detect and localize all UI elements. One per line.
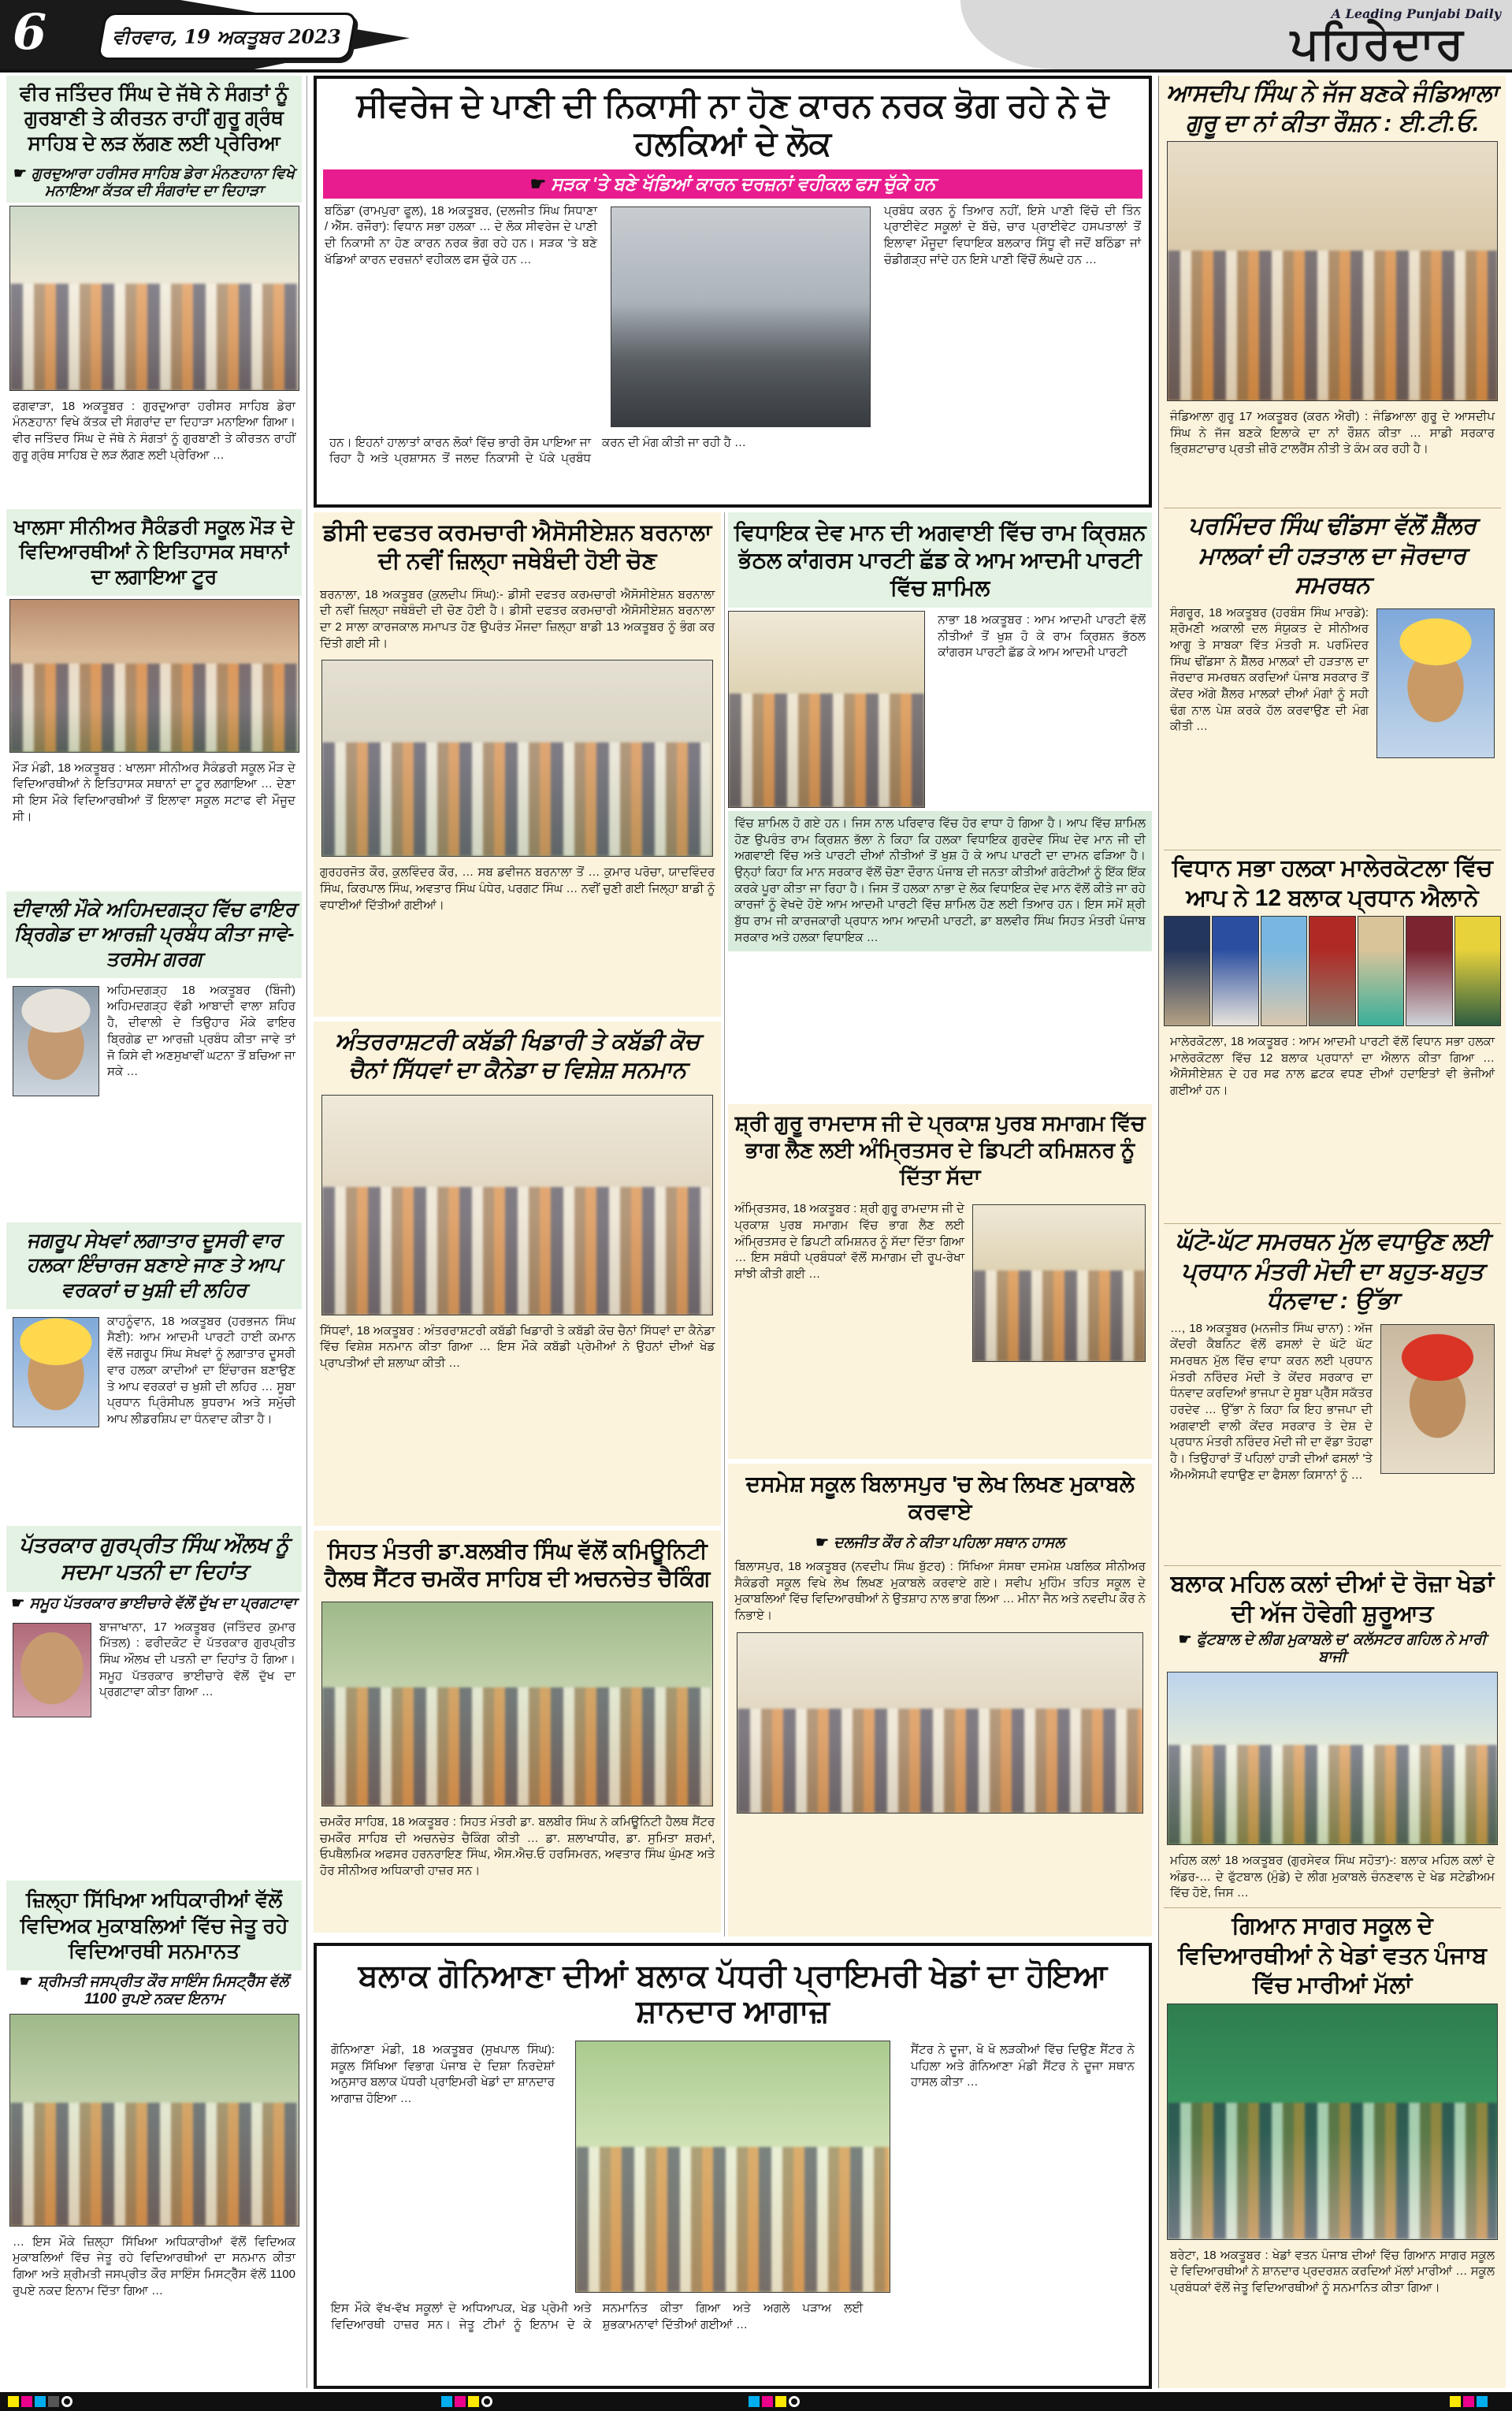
sekhwan-portrait xyxy=(13,1317,99,1427)
judge-felicitation-photo xyxy=(1167,141,1498,401)
pointing-hand-icon: ☛ xyxy=(13,165,28,182)
article-body-wrap xyxy=(1164,1316,1501,1489)
president-portrait xyxy=(1454,916,1501,1026)
yellow-mark xyxy=(8,2396,19,2407)
article-body: ਜੰਡਿਆਲਾ ਗੁਰੂ 17 ਅਕਤੂਬਰ (ਕਰਨ ਐਰੀ) : ਜੰਡਿਆਲਾ ਗੁਰੂ ਦੇ ਆਸਦੀਪ ਸਿੰਘ ਨੇ ਜੱਜ ਬਣਕੇ ਇਲਾਕੇ ਦਾ ਨਾਂ ਰੌਸ਼ਨ ਕੀਤਾ … ਸਾਡੀ ਸਰਕਾਰ ਭ੍ਰਿਸ਼ਟਾਚਾਰ ਪ੍ਰਤੀ ਜ਼ੀਰੋ ਟਾਲਰੈਂਸ ਨੀਤੀ ਤੇ ਕੰਮ ਕਰ ਰਹੀ ਹੈ। xyxy=(1170,410,1495,456)
article-essay-contest xyxy=(728,1464,1152,1937)
article-headline: ਗਿਆਨ ਸਾਗਰ ਸਕੂਲ ਦੇ ਵਿਦਿਆਰਥੀਆਂ ਨੇ ਖੇਡਾਂ ਵਤਨ ਪੰਜਾਬ ਵਿੱਚ ਮਾਰੀਆਂ ਮੱਲਾਂ xyxy=(1177,1913,1488,1998)
kabaddi-honor-photo xyxy=(321,1095,713,1315)
article-body: ਅਹਿਮਦਗੜ੍ਹ 18 ਅਕਤੂਬਰ (ਬਿੰਜੀ) ਅਹਿਮਦਗੜ੍ਹ ਵੱਡੀ ਆਬਾਦੀ ਵਾਲਾ ਸ਼ਹਿਰ ਹੈ, ਦੀਵਾਲੀ ਦੇ ਤਿਉਹਾਰ ਮੌਕੇ ਫਾਇਰ ਬ੍ਰਿਗੇਡ ਦਾ ਆਰਜ਼ੀ ਪ੍ਰਬੰਧ ਕੀਤਾ ਜਾਵੇ ਤਾਂ ਜੋ ਕਿਸੇ ਵੀ ਅਣਸੁਖਾਵੀਂ ਘਟਨਾ ਤੋਂ ਬਚਿਆ ਜਾ ਸਕੇ … xyxy=(107,983,295,1079)
middle-region xyxy=(314,76,1152,2388)
black-mark xyxy=(48,2396,59,2407)
header-rule xyxy=(0,69,1512,73)
article-headline: ਵਿਧਾਨ ਸਭਾ ਹਲਕਾ ਮਾਲੇਰਕੋਟਲਾ ਵਿੱਚ ਆਪ ਨੇ 12 ਬਲਾਕ ਪ੍ਰਧਾਨ ਐਲਾਨੇ xyxy=(1172,855,1493,911)
middle-left-subcolumn xyxy=(314,512,724,1937)
article-school-tour xyxy=(6,509,302,891)
cyan-mark xyxy=(35,2396,46,2407)
article-body-left: ਗੋਨਿਆਣਾ ਮੰਡੀ, 18 ਅਕਤੂਬਰ (ਸੁਖਪਾਲ ਸਿੰਘ): ਸਕੂਲ ਸਿੱਖਿਆ ਵਿਭਾਗ ਪੰਜਾਬ ਦੇ ਦਿਸ਼ਾ ਨਿਰਦੇਸ਼ਾਂ ਅਨੁਸਾਰ ਬਲਾਕ ਪੱਧਰੀ ਪ੍ਰਾਇਮਰੀ ਖੇਡਾਂ ਦਾ ਸ਼ਾਨਦਾਰ ਆਗਾਜ਼ ਹੋਇਆ … xyxy=(331,2043,555,2106)
gurdwara-group-photo xyxy=(9,206,299,391)
article-students-honored xyxy=(6,1881,302,2377)
press-color-bar xyxy=(0,2392,1512,2411)
article-body-right: ਸੈਂਟਰ ਨੇ ਦੂਜਾ, ਖੋ ਖੋ ਲੜਕੀਆਂ ਵਿੱਚ ਦਿਉਣ ਸੈਂਟਰ ਨੇ ਪਹਿਲਾ ਅਤੇ ਗੋਨਿਆਣਾ ਮੰਡੀ ਸੈਂਟਰ ਨੇ ਦੂਜਾ ਸਥਾਨ ਹਾਸਲ ਕੀਤਾ … xyxy=(911,2043,1135,2089)
article-fire-brigade xyxy=(6,891,302,1222)
page-header xyxy=(0,0,1512,69)
article-judge-eto xyxy=(1164,79,1501,508)
article-journalist-loss xyxy=(6,1526,302,1881)
article-body: ਚਮਕੌਰ ਸਾਹਿਬ, 18 ਅਕਤੂਬਰ : ਸਿਹਤ ਮੰਤਰੀ ਡਾ. ਬਲਬੀਰ ਸਿੰਘ ਨੇ ਕਮਿਊਨਿਟੀ ਹੈਲਥ ਸੈਂਟਰ ਚਮਕੌਰ ਸਾਹਿਬ ਦੀ ਅਚਨਚੇਤ ਚੈਕਿੰਗ ਕੀਤੀ … ਡਾ. ਸ਼ਲਾਖਾਧੀਰ, ਡਾ. ਸੁਮਿਤਾ ਸ਼ਰਮਾਂ, ਓਪਥੈਲਮਿਕ ਅਫਸਰ ਹਰਨਰਾਇਣ ਸਿੰਘ, ਐਸ.ਐਚ.ਓ ਹਰਸਿਮਰਨ, ਅਵਤਾਰ ਸਿੰਘ ਘੁੰਮਣ ਅਤੇ ਹੋਰ ਸੀਨੀਅਰ ਅਧਿਕਾਰੀ ਹਾਜ਼ਰ ਸਨ। xyxy=(320,1815,715,1878)
article-body: ਅੰਮ੍ਰਿਤਸਰ, 18 ਅਕਤੂਬਰ : ਸ਼੍ਰੀ ਗੁਰੂ ਰਾਮਦਾਸ ਜੀ ਦੇ ਪ੍ਰਕਾਸ਼ ਪੁਰਬ ਸਮਾਗਮ ਵਿੱਚ ਭਾਗ ਲੈਣ ਲਈ ਅੰਮ੍ਰਿਤਸਰ ਦੇ ਡਿਪਟੀ ਕਮਿਸ਼ਨਰ ਨੂੰ ਸੱਦਾ ਦਿੱਤਾ ਗਿਆ … ਇਸ ਸਬੰਧੀ ਪ੍ਰਬੰਧਕਾਂ ਵੱਲੋਂ ਸਮਾਗਮ ਦੀ ਰੂਪ-ਰੇਖਾ ਸਾਂਝੀ ਕੀਤੀ ਗਈ … xyxy=(734,1202,964,1281)
pointing-hand-icon: ☛ xyxy=(815,1535,830,1551)
magenta-mark xyxy=(762,2396,773,2407)
president-portrait xyxy=(1358,916,1404,1026)
lead-body-left: ਬਠਿੰਡਾ (ਰਾਮਪੁਰਾ ਫੂਲ), 18 ਅਕਤੂਬਰ, (ਦਲਜੀਤ ਸਿੰਘ ਸਿਧਾਣਾ / ਐੱਸ. ਰਜੌਰਾ): ਵਿਧਾਨ ਸਭਾ ਹਲਕਾ … ਦੇ ਲੋਕ ਸੀਵਰੇਜ ਦੇ ਪਾਣੀ ਦੀ ਨਿਕਾਸੀ ਨਾ ਹੋਣ ਕਾਰਨ ਨਰਕ ਭੋਗ ਰਹੇ ਹਨ। ਸੜਕ 'ਤੇ ਬਣੇ ਖੱਡਿਆਂ ਕਾਰਨ ਦਰਜ਼ਨਾਂ ਵਹੀਕਲ ਫਸ ਚੁੱਕੇ ਹਨ … xyxy=(325,203,597,266)
article-subhead xyxy=(728,1531,1152,1554)
dhindsa-portrait xyxy=(1376,608,1495,758)
article-parkash-purab-invite xyxy=(728,1104,1152,1459)
article-health-minister-check xyxy=(314,1531,721,1933)
article-body: ਵਿੱਚ ਸ਼ਾਮਿਲ ਹੋ ਗਏ ਹਨ। ਜਿਸ ਨਾਲ ਪਰਿਵਾਰ ਵਿੱਚ ਹੋਰ ਵਾਧਾ ਹੋ ਗਿਆ ਹੈ। ਆਪ ਵਿੱਚ ਸ਼ਾਮਿਲ ਹੋਣ ਉਪਰੰਤ ਰਾਮ ਕ੍ਰਿਸ਼ਨ ਭੱਲਾ ਨੇ ਕਿਹਾ ਕਿ ਹਲਕਾ ਵਿਧਾਇਕ ਗੁਰਦੇਵ ਸਿੰਘ ਦੇਵ ਮਾਨ ਜੀ ਦੀ ਅਗਵਾਈ ਵਿੱਚ ਅਤੇ ਪਾਰਟੀ ਦੀਆਂ ਨੀਤੀਆਂ ਤੋਂ ਖੁਸ਼ ਹੋ ਕੇ ਆਪ ਪਾਰਟੀ ਦਾ ਦਾਮਨ ਫੜਿਆ ਹੈ। ਉਨ੍ਹਾਂ ਕਿਹਾ ਕਿ ਮਾਨ ਸਰਕਾਰ ਵੱਲੋਂ ਚੋਣਾ ਦੌਰਾਨ ਪੰਜਾਬ ਦੀ ਜਨਤਾ ਕੀਤੀਆਂ ਗਰੰਟੀਆਂ ਨੂੰ ਇੱਕ ਇੱਕ ਕਰਕੇ ਪੂਰਾ ਕੀਤਾ ਜਾ ਰਿਹਾ ਹੈ। ਜਿਸ ਤੋਂ ਹਲਕਾ ਨਾਭਾ ਦੇ ਲੋਕ ਵਿਧਾਇਕ ਦੇਵ ਮਾਨ ਵੱਲੋਂ ਕੀਤੇ ਜਾ ਰਹੇ ਕਾਰਜਾਂ ਨੂੰ ਵੇਖਦੇ ਹੋਏ ਆਮ ਆਦਮੀ ਪਾਰਟੀ ਵਿੱਚ ਸ਼ਾਮਿਲ ਹੋਣ ਲਈ ਤਿਆਰ ਹਨ। ਇਸ ਸਮੇਂ ਸ਼੍ਰੀ ਬੁੱਧ ਰਾਮ ਜੀ ਕਾਰਜਕਾਰੀ ਪ੍ਰਧਾਨ ਆਮ ਆਦਮੀ ਪਾਰਟੀ, ਡਾ ਬਲਵੀਰ ਸਿੰਘ ਸਿਹਤ ਮੰਤਰੀ ਪੰਜਾਬ ਸਰਕਾਰ ਅਤੇ ਹਲਕਾ ਵਿਧਾਇਕ … xyxy=(728,811,1152,951)
article-body-2: ਗੁਰਹਰਜੋਤ ਕੌਰ, ਕੁਲਵਿੰਦਰ ਕੌਰ, … ਸਬ ਡਵੀਜਨ ਬਰਨਾਲਾ ਤੋਂ … ਕੁਮਾਰ ਪਰੋਚਾ, ਯਾਦਵਿੰਦਰ ਸਿੰਘ, ਕਿਰਪਾਲ ਸਿੰਘ, ਅਵਤਾਰ ਸਿੰਘ ਪੰਧੇਰ, ਪਰਗਟ ਸਿੰਘ … ਨਵੀਂ ਚੁਣੀ ਗਈ ਜਿਲ੍ਹਾ ਬਾਡੀ ਨੂੰ ਵਧਾਈਆਂ ਦਿੱਤੀਆਂ ਗਈਆਂ। xyxy=(320,865,715,912)
article-jatha-kirtan xyxy=(6,76,302,509)
subhead-text: ਸਮੂਹ ਪੱਤਰਕਾਰ ਭਾਈਚਾਰੇ ਵੱਲੋਂ ਦੁੱਖ ਦਾ ਪ੍ਰਗਟਾਵਾ xyxy=(29,1594,297,1612)
article-dhindsa-support xyxy=(1164,512,1501,850)
article-12-block-presidents xyxy=(1164,854,1501,1224)
joining-photo xyxy=(728,611,925,808)
minister-visit-photo xyxy=(321,1602,713,1806)
article-body-wrap xyxy=(1164,601,1501,741)
registration-circle xyxy=(789,2396,800,2407)
article-body-wrap xyxy=(6,1615,302,1706)
subhead-text: ਸ਼੍ਰੀਮਤੀ ਜਸਪ੍ਰੀਤ ਕੌਰ ਸਾਇੰਸ ਮਿਸਟ੍ਰੈੱਸ ਵੱਲੋਂ 1100 ਰੁਪਏ ਨਕਦ ਇਨਾਮ xyxy=(37,1973,289,2007)
cyan-mark xyxy=(749,2396,760,2407)
article-dc-association xyxy=(314,512,721,1017)
lead-content-row xyxy=(323,203,1142,430)
subhead-text: ਸੜਕ 'ਤੇ ਬਣੇ ਖੱਡਿਆਂ ਕਾਰਨ ਦਰਜ਼ਨਾਂ ਵਹੀਕਲ ਫਸ ਚੁੱਕੇ ਹਨ xyxy=(551,173,936,194)
tarsem-garg-portrait xyxy=(13,986,99,1096)
tagline: A Leading Punjabi Daily xyxy=(1331,6,1501,21)
article-headline: ਪਰਮਿੰਦਰ ਸਿੰਘ ਢੀਂਡਸਾ ਵੱਲੋਂ ਸ਼ੈੱਲਰ ਮਾਲਕਾਂ ਦੀ ਹੜਤਾਲ ਦਾ ਜੋਰਦਾਰ ਸਮਰਥਨ xyxy=(1188,513,1477,598)
registration-marks xyxy=(441,2396,492,2407)
president-portrait xyxy=(1261,916,1307,1026)
football-team-photo xyxy=(1167,1672,1498,1845)
date-banner xyxy=(97,13,358,60)
students-tour-photo xyxy=(9,599,299,753)
registration-marks xyxy=(749,2396,800,2407)
article-body: …, 18 ਅਕਤੂਬਰ (ਮਨਜੀਤ ਸਿੰਘ ਚਾਨਾ) : ਅੱਜ ਕੇਂਦਰੀ ਕੈਬਨਿਟ ਵੱਲੋਂ ਫਸਲਾਂ ਦੇ ਘੱਟੋ ਘੱਟ ਸਮਰਥਨ ਮੁੱਲ ਵਿੱਚ ਵਾਧਾ ਕਰਨ ਲਈ ਪ੍ਰਧਾਨ ਮੰਤਰੀ ਨਰਿੰਦਰ ਮੋਦੀ ਤੇ ਕੇਂਦਰ ਸਰਕਾਰ ਦਾ ਧੰਨਵਾਦ ਕਰਦਿਆਂ ਭਾਜਪਾ ਦੇ ਸੂਬਾ ਪ੍ਰੈੱਸ ਸਕੱਤਰ ਹਰਦੇਵ … ਉੱਭਾ ਨੇ ਕਿਹਾ ਕਿ ਇਹ ਭਾਜਪਾ ਦੀ ਅਗਵਾਈ ਵਾਲੀ ਕੇਂਦਰ ਸਰਕਾਰ ਤੇ ਦੇਸ਼ ਦੇ ਪ੍ਰਧਾਨ ਮੰਤਰੀ ਨਰਿੰਦਰ ਮੋਦੀ ਜੀ ਦਾ ਵੱਡਾ ਤੋਹਫਾ ਹੈ। ਤਿਉਹਾਰਾਂ ਤੋਂ ਪਹਿਲਾਂ ਹਾੜੀ ਦੀਆਂ ਫਸਲਾਂ 'ਤੇ ਐਮਐਸਪੀ ਵਧਾਉਣ ਦਾ ਫੈਸਲਾ ਕਿਸਾਨਾਂ ਨੂੰ … xyxy=(1170,1321,1373,1482)
pointing-hand-icon: ☛ xyxy=(529,173,547,194)
lead-body-bottom: ਹਨ। ਇਹਨਾਂ ਹਾਲਾਤਾਂ ਕਾਰਨ ਲੋਕਾਂ ਵਿੱਚ ਭਾਰੀ ਰੋਸ ਪਾਇਆ ਜਾ ਰਿਹਾ ਹੈ ਅਤੇ ਪ੍ਰਸ਼ਾਸਨ ਤੋਂ ਜਲਦ ਨਿਕਾਸੀ ਦੇ ਪੱਕੇ ਪ੍ਰਬੰਧ ਕਰਨ ਦੀ ਮੰਗ ਕੀਤੀ ਜਾ ਰਹੀ ਹੈ … xyxy=(329,435,747,466)
article-headline: ਵਿਧਾਇਕ ਦੇਵ ਮਾਨ ਦੀ ਅਗਵਾਈ ਵਿੱਚ ਰਾਮ ਕ੍ਰਿਸ਼ਨ ਭੱਠਲ ਕਾਂਗਰਸ ਪਾਰਟੀ ਛੱਡ ਕੇ ਆਮ ਆਦਮੀ ਪਾਰਟੀ ਵਿੱਚ ਸ਼ਾਮਿਲ xyxy=(728,512,1152,608)
pointing-hand-icon: ☛ xyxy=(11,1594,25,1612)
article-body: ਫਗਵਾੜਾ, 18 ਅਕਤੂਬਰ : ਗੁਰਦੁਆਰਾ ਹਰੀਸਰ ਸਾਹਿਬ ਡੇਰਾ ਮੰਨਣਹਾਨਾ ਵਿਖੇ ਕੱਤਕ ਦੀ ਸੰਗਰਾਂਦ ਦਾ ਦਿਹਾੜਾ ਮਨਾਇਆ ਗਿਆ। ਵੀਰ ਜਤਿੰਦਰ ਸਿੰਘ ਦੇ ਜੱਥੇ ਨੇ ਸੰਗਤਾਂ ਨੂੰ ਗੁਰਬਾਣੀ ਤੇ ਕੀਰਤਨ ਰਾਹੀਂ ਗੁਰੂ ਗ੍ਰੰਥ ਸਾਹਿਬ ਦੇ ਲੜ ਲੱਗਣ ਲਈ ਪ੍ਰੇਰਿਆ … xyxy=(13,399,295,462)
president-portrait xyxy=(1164,916,1210,1026)
lead-body-right: ਪ੍ਰਬੰਧ ਕਰਨ ਨੂੰ ਤਿਆਰ ਨਹੀਂ, ਇਸੇ ਪਾਣੀ ਵਿੱਚੋ ਦੀ ਤਿੰਨ ਪ੍ਰਾਈਵੇਟ ਸਕੂਲਾਂ ਦੇ ਬੱਚੇ, ਚਾਰ ਪ੍ਰਾਈਵੇਟ ਹਸਪਤਾਲਾਂ ਤੋਂ ਇਲਾਵਾ ਮੌਜੂਦਾ ਵਿਧਾਇਕ ਬਲਕਾਰ ਸਿੱਧੂ ਵੀ ਜਦੋਂ ਬਠਿੰਡਾ ਜਾਂ ਚੰਡੀਗੜ੍ਹ ਜਾਂਦੇ ਹਨ ਇਸੇ ਪਾਣੀ ਵਿੱਚੋਂ ਲੰਘਦੇ ਹਨ … xyxy=(884,203,1141,266)
pointing-hand-icon: ☛ xyxy=(19,1973,33,1990)
article-gian-sagar-school xyxy=(1164,1911,1501,2368)
wife-portrait xyxy=(13,1623,91,1717)
article-body: ਬਿਲਾਸਪੁਰ, 18 ਅਕਤੂਬਰ (ਨਵਦੀਪ ਸਿੰਘ ਬੁੱਟਰ) : ਸਿੱਖਿਆ ਸੰਸਥਾ ਦਸਮੇਸ਼ ਪਬਲਿਕ ਸੀਨੀਅਰ ਸੈਕੰਡਰੀ ਸਕੂਲ ਵਿਖੇ ਲੇਖ ਲਿਖਣ ਮੁਕਾਬਲੇ ਕਰਵਾਏ ਗਏ। ਸਵੀਪ ਮੁਹਿੰਮ ਤਹਿਤ ਸਕੂਲ ਦੇ ਮੁਕਾਬਲਿਆਂ ਵਿੱਚ ਵਿਦਿਆਰਥੀਆਂ ਨੇ ਉਤਸ਼ਾਹ ਨਾਲ ਭਾਗ ਲਿਆ … ਮੀਨਾ ਜੈਨ ਅਤੇ ਨਵਦੀਪ ਕੌਰ ਨੇ ਨਿਭਾਏ। xyxy=(734,1560,1146,1623)
article-headline: ਦੀਵਾਲੀ ਮੌਕੇ ਅਹਿਮਦਗੜ੍ਹ ਵਿੱਚ ਫਾਇਰ ਬ੍ਰਿਗੇਡ ਦਾ ਆਰਜ਼ੀ ਪ੍ਰਬੰਧ ਕੀਤਾ ਜਾਵੇ-ਤਰਸੇਮ ਗਰਗ xyxy=(6,891,302,978)
article-headline: ਘੱਟੋ-ਘੱਟ ਸਮਰਥਨ ਮੁੱਲ ਵਧਾਉਣ ਲਈ ਪ੍ਰਧਾਨ ਮੰਤਰੀ ਮੋਦੀ ਦਾ ਬਹੁਤ-ਬਹੁਤ ਧੰਨਵਾਦ : ਉੱਭਾ xyxy=(1175,1229,1490,1314)
article-mahil-kalan-games xyxy=(1164,1569,1501,1908)
article-msp-thanks xyxy=(1164,1227,1501,1566)
president-portrait xyxy=(1406,916,1452,1026)
registration-circle xyxy=(481,2396,492,2407)
presidents-photo-strip xyxy=(1164,916,1501,1026)
article-body-bottom: ਇਸ ਮੌਕੇ ਵੱਖ-ਵੱਖ ਸਕੂਲਾਂ ਦੇ ਅਧਿਆਪਕ, ਖੇਡ ਪ੍ਰੇਮੀ ਅਤੇ ਵਿਦਿਆਰਥੀ ਹਾਜ਼ਰ ਸਨ। ਜੇਤੂ ਟੀਮਾਂ ਨੂੰ ਇਨਾਮ ਦੇ ਕੇ ਸਨਮਾਨਿਤ ਕੀਤਾ ਗਿਆ ਅਤੇ ਅਗਲੇ ਪੜਾਅ ਲਈ ਸ਼ੁਭਕਾਮਨਾਵਾਂ ਦਿੱਤੀਆਂ ਗਈਆਂ … xyxy=(331,2301,864,2331)
pointing-hand-icon: ☛ xyxy=(1178,1632,1192,1648)
invitation-photo xyxy=(972,1204,1146,1362)
article-body: ਮਾਲੇਰਕੋਟਲਾ, 18 ਅਕਤੂਬਰ : ਆਮ ਆਦਮੀ ਪਾਰਟੀ ਵੱਲੋਂ ਵਿਧਾਨ ਸਭਾ ਹਲਕਾ ਮਾਲੇਰਕੋਟਲਾ ਵਿੱਚ 12 ਬਲਾਕ ਪ੍ਰਧਾਨਾਂ ਦਾ ਐਲਾਨ ਕੀਤਾ ਗਿਆ … ਐਸੋਸੀਏਸ਼ਨ ਦੇ ਹਰ ਸਫ ਨਾਲ ਛਟਕ ਵਧਣ ਦੀਆਂ ਹਦਾਇਤਾਂ ਵੀ ਭੇਜੀਆਂ ਗਈਆਂ ਹਨ। xyxy=(1170,1035,1495,1098)
yellow-mark xyxy=(468,2396,479,2407)
president-portrait xyxy=(1309,916,1355,1026)
article-body: ਕਾਹਨੂੰਵਾਨ, 18 ਅਕਤੂਬਰ (ਹਰਭਜਨ ਸਿੰਘ ਸੈਣੀ): ਆਮ ਆਦਮੀ ਪਾਰਟੀ ਹਾਈ ਕਮਾਨ ਵੱਲੋਂ ਜਗਰੂਪ ਸਿੰਘ ਸੇਖਵਾਂ ਨੂੰ ਲਗਾਤਾਰ ਦੂਸਰੀ ਵਾਰ ਹਲਕਾ ਕਾਦੀਆਂ ਦਾ ਇੰਚਾਰਜ ਬਣਾਉਣ ਤੇ ਆਪ ਵਰਕਰਾਂ ਚ ਖੁਸ਼ੀ ਦੀ ਲਹਿਰ … ਸੂਬਾ ਪ੍ਰਧਾਨ ਪ੍ਰਿੰਸੀਪਲ ਬੁਧਰਾਮ ਅਤੇ ਸਮੁੱਚੀ ਆਪ ਲੀਡਰਸ਼ਿਪ ਦਾ ਧੰਨਵਾਦ ਕੀਤਾ ਹੈ। xyxy=(107,1314,295,1426)
article-body: ਸੰਗਰੂਰ, 18 ਅਕਤੂਬਰ (ਹਰਬੰਸ ਸਿੰਘ ਮਾਰਡੇ): ਸ਼੍ਰੋਮਣੀ ਅਕਾਲੀ ਦਲ ਸੰਯੁਕਤ ਦੇ ਸੀਨੀਅਰ ਆਗੂ ਤੇ ਸਾਬਕਾ ਵਿੱਤ ਮੰਤਰੀ ਸ. ਪਰਮਿੰਦਰ ਸਿੰਘ ਢੀਂਡਸਾ ਨੇ ਸ਼ੈੱਲਰ ਮਾਲਕਾਂ ਦੀ ਹੜਤਾਲ ਦਾ ਜੋਰਦਾਰ ਸਮਰਥਨ ਕਰਦਿਆਂ ਪੰਜਾਬ ਸਰਕਾਰ ਤੋਂ ਕੇਂਦਰ ਅੱਗੇ ਸ਼ੈੱਲਰ ਮਾਲਕਾਂ ਦੀਆਂ ਮੰਗਾਂ ਨੂੰ ਸਹੀ ਢੰਗ ਨਾਲ ਪੇਸ਼ ਕਰਕੇ ਹੱਲ ਕਰਵਾਉਣ ਦੀ ਮੰਗ ਕੀਤੀ … xyxy=(1170,605,1369,734)
association-meeting-photo xyxy=(321,660,713,857)
yellow-mark xyxy=(1450,2396,1461,2407)
subhead-text: ਗੁਰਦੁਆਰਾ ਹਰੀਸਰ ਸਾਹਿਬ ਡੇਰਾ ਮੰਨਣਹਾਨਾ ਵਿਖੇ ਮਨਾਇਆ ਕੱਤਕ ਦੀ ਸੰਗਰਾਂਦ ਦਾ ਦਿਹਾੜਾ xyxy=(32,165,295,199)
article-headline: ਖਾਲਸਾ ਸੀਨੀਅਰ ਸੈਕੰਡਰੀ ਸਕੂਲ ਮੌੜ ਦੇ ਵਿਦਿਆਰਥੀਆਂ ਨੇ ਇਤਿਹਾਸਕ ਸਥਾਨਾਂ ਦਾ ਲਗਾਇਆ ਟੂਰ xyxy=(6,509,302,596)
award-ceremony-photo xyxy=(9,2014,299,2227)
article-subhead xyxy=(1164,1628,1501,1669)
flooded-road-truck-photo xyxy=(611,206,871,427)
page-number: 6 xyxy=(13,3,47,61)
article-dev-maan-joining xyxy=(728,512,1152,1099)
article-headline: ਸ਼੍ਰੀ ਗੁਰੂ ਰਾਮਦਾਸ ਜੀ ਦੇ ਪ੍ਰਕਾਸ਼ ਪੁਰਬ ਸਮਾਗਮ ਵਿੱਚ ਭਾਗ ਲੈਣ ਲਈ ਅੰਮ੍ਰਿਤਸਰ ਦੇ ਡਿਪਟੀ ਕਮਿਸ਼ਨਰ ਨੂੰ ਦਿੱਤਾ ਸੱਦਾ xyxy=(728,1104,1152,1196)
article-body: ਬਰਨਾਲਾ, 18 ਅਕਤੂਬਰ (ਕੁਲਦੀਪ ਸਿੰਘ):- ਡੀਸੀ ਦਫਤਰ ਕਰਮਚਾਰੀ ਐਸੋਸੀਏਸ਼ਨ ਬਰਨਾਲਾ ਦੀ ਨਵੀਂ ਜ਼ਿਲ੍ਹਾ ਜਥੇਬੰਦੀ ਦੀ ਚੋਣ ਹੋਈ ਹੈ। ਡੀਸੀ ਦਫਤਰ ਕਰਮਚਾਰੀ ਐਸੋਸੀਏਸ਼ਨ ਬਰਨਾਲਾ ਦਾ 2 ਸਾਲਾ ਕਾਰਜਕਾਲ ਸਮਾਪਤ ਹੋਣ ਉਪਰੰਤ ਮੌਜਦਾ ਜ਼ਿਲ੍ਹਾ ਬਾਡੀ 13 ਅਕਤੂਬਰ ਨੂੰ ਭੰਗ ਕਰ ਦਿੱਤੀ ਗਈ ਸੀ। xyxy=(320,587,715,650)
magenta-mark xyxy=(455,2396,466,2407)
subhead-text: ਫੁੱਟਬਾਲ ਦੇ ਲੀਗ ਮੁਕਾਬਲੇ ਚ' ਕਲੱਸਟਰ ਗਹਿਲ ਨੇ ਮਾਰੀ ਬਾਜੀ xyxy=(1196,1632,1487,1665)
article-sekhwan-incharge xyxy=(6,1222,302,1526)
article-body: ਮੌੜ ਮੰਡੀ, 18 ਅਕਤੂਬਰ : ਖਾਲਸਾ ਸੀਨੀਅਰ ਸੈਕੰਡਰੀ ਸਕੂਲ ਮੌੜ ਦੇ ਵਿਦਿਆਰਥੀਆਂ ਨੇ ਇਤਿਹਾਸਕ ਸਥਾਨਾਂ ਦਾ ਟੂਰ ਲਗਾਇਆ … ਦੇਣਾ ਸੀ ਇਸ ਮੌਕੇ ਵਿਦਿਆਰਥੀਆਂ ਤੋਂ ਇਲਾਵਾ ਸਕੂਲ ਸਟਾਫ ਵੀ ਮੌਜੂਦ ਸੀ। xyxy=(13,761,295,824)
article-body: ਬਾਜਾਖਾਨਾ, 17 ਅਕਤੂਬਰ (ਜਤਿੰਦਰ ਕੁਮਾਰ ਮਿੱਤਲ) : ਫਰੀਦਕੋਟ ਦੇ ਪੱਤਰਕਾਰ ਗੁਰਪ੍ਰੀਤ ਸਿੰਘ ਔਲਖ ਦੀ ਪਤਨੀ ਦਾ ਦਿਹਾਂਤ ਹੋ ਗਿਆ। ਸਮੂਹ ਪੱਤਰਕਾਰ ਭਾਈਚਾਰੇ ਵੱਲੋਂ ਦੁੱਖ ਦਾ ਪ੍ਰਗਟਾਵਾ ਕੀਤਾ ਗਿਆ … xyxy=(99,1620,295,1699)
kabaddi-match-photo xyxy=(575,2041,890,2293)
article-goniana-games xyxy=(314,1943,1152,2389)
president-portrait xyxy=(1212,916,1258,1026)
middle-right-subcolumn xyxy=(724,512,1152,1937)
newspaper-title: ਪਹਿਰੇਦਾਰ xyxy=(1290,18,1465,68)
article-headline: ਦਸਮੇਸ਼ ਸਕੂਲ ਬਿਲਾਸਪੁਰ 'ਚ ਲੇਖ ਲਿਖਣ ਮੁਕਾਬਲੇ ਕਰਵਾਏ xyxy=(728,1464,1152,1531)
cyan-mark xyxy=(1477,2396,1488,2407)
joining-content-row xyxy=(728,608,1152,811)
article-headline: ਡੀਸੀ ਦਫਤਰ ਕਰਮਚਾਰੀ ਐਸੋਸੀਏਸ਼ਨ ਬਰਨਾਲਾ ਦੀ ਨਵੀਂ ਜ਼ਿਲ੍ਹਾ ਜਥੇਬੰਦੀ ਹੋਈ ਚੋਣ xyxy=(314,512,721,582)
article-headline: ਆਸਦੀਪ ਸਿੰਘ ਨੇ ਜੱਜ ਬਣਕੇ ਜੰਡਿਆਲਾ ਗੁਰੂ ਦਾ ਨਾਂ ਕੀਤਾ ਰੌਸ਼ਨ : ਈ.ਟੀ.ਓ. xyxy=(1166,80,1499,136)
article-sewerage-lead xyxy=(314,76,1152,508)
lead-headline: ਸੀਵਰੇਜ ਦੇ ਪਾਣੀ ਦੀ ਨਿਕਾਸੀ ਨਾ ਹੋਣ ਕਾਰਨ ਨਰਕ ਭੋਗ ਰਹੇ ਨੇ ਦੋ ਹਲਕਿਆਂ ਦੇ ਲੋਕ xyxy=(356,87,1109,162)
cyan-mark xyxy=(441,2396,452,2407)
article-body: ਮਹਿਲ ਕਲਾਂ 18 ਅਕਤੂਬਰ (ਗੁਰਸੇਵਕ ਸਿੰਘ ਸਹੋਤਾ)-: ਬਲਾਕ ਮਹਿਲ ਕਲਾਂ ਦੇ ਅੰਡਰ-… ਦੇ ਫੁੱਟਬਾਲ (ਮੁੰਡੇ) ਦੇ ਲੀਗ ਮੁਕਾਬਲੇ ਚੰਨਣਵਾਲ ਦੇ ਖੇਡ ਸਟੇਡੀਅਮ ਵਿੱਚ ਹੋਏ, ਜਿਸ … xyxy=(1170,1854,1495,1900)
magenta-mark xyxy=(1463,2396,1474,2407)
magenta-mark xyxy=(21,2396,32,2407)
article-byline: ਨਾਭਾ 18 ਅਕਤੂਬਰ : ਆਮ ਆਦਮੀ ਪਾਰਟੀ ਵੱਲੋਂ ਨੀਤੀਆਂ ਤੋਂ ਖੁਸ਼ ਹੋ ਕੇ ਰਾਮ ਕ੍ਰਿਸ਼ਨ ਭੱਠਲ ਕਾਂਗਰਸ ਪਾਰਟੀ ਛੱਡ ਕੇ ਆਮ ਆਦਮੀ ਪਾਰਟੀ xyxy=(938,613,1146,660)
right-column xyxy=(1158,76,1506,2388)
article-kabaddi-coach xyxy=(314,1021,721,1526)
article-headline: ਸਿਹਤ ਮੰਤਰੀ ਡਾ.ਬਲਬੀਰ ਸਿੰਘ ਵੱਲੋਂ ਕਮਿਊਨਿਟੀ ਹੈਲਥ ਸੈਂਟਰ ਚਮਕੌਰ ਸਾਹਿਬ ਦੀ ਅਚਨਚੇਤ ਚੈਕਿੰਗ xyxy=(314,1531,721,1598)
date-text: ਵੀਰਵਾਰ, 19 ਅਕਤੂਬਰ 2023 xyxy=(113,24,341,48)
ubha-portrait xyxy=(1380,1324,1495,1474)
registration-circle xyxy=(61,2396,72,2407)
article-body-wrap xyxy=(6,978,302,1085)
left-column xyxy=(6,76,307,2388)
subhead-text: ਦਲਜੀਤ ਕੌਰ ਨੇ ਕੀਤਾ ਪਹਿਲਾ ਸਥਾਨ ਹਾਸਲ xyxy=(834,1535,1065,1551)
lead-subhead-bar xyxy=(323,169,1142,199)
article-headline: ਜ਼ਿਲ੍ਹਾ ਸਿੱਖਿਆ ਅਧਿਕਾਰੀਆਂ ਵੱਲੋਂ ਵਿਦਿਅਕ ਮੁਕਾਬਲਿਆਂ ਵਿੱਚ ਜੇਤੂ ਰਹੇ ਵਿਦਿਆਰਥੀ ਸਨਮਾਨਤ xyxy=(6,1881,302,1970)
article-body: ਸਿੱਧਵਾਂ, 18 ਅਕਤੂਬਰ : ਅੰਤਰਰਾਸ਼ਟਰੀ ਕਬੱਡੀ ਖਿਡਾਰੀ ਤੇ ਕਬੱਡੀ ਕੋਚ ਚੈਨਾਂ ਸਿੱਧਵਾਂ ਦਾ ਕੈਨੇਡਾ ਵਿੱਚ ਵਿਸ਼ੇਸ਼ ਸਨਮਾਨ ਕੀਤਾ ਗਿਆ … ਇਸ ਮੌਕੇ ਕਬੱਡੀ ਪ੍ਰੇਮੀਆਂ ਨੇ ਉਹਨਾਂ ਦੀਆਂ ਖੇਡ ਪ੍ਰਾਪਤੀਆਂ ਦੀ ਸ਼ਲਾਘਾ ਕੀਤੀ … xyxy=(320,1323,715,1370)
registration-marks xyxy=(1450,2396,1488,2407)
article-headline: ਪੱਤਰਕਾਰ ਗੁਰਪ੍ਰੀਤ ਸਿੰਘ ਔਲਖ ਨੂੰ ਸਦਮਾ ਪਤਨੀ ਦਾ ਦਿਹਾਂਤ xyxy=(6,1526,302,1592)
article-subhead xyxy=(6,1592,302,1615)
essay-contest-photo xyxy=(737,1632,1143,1814)
article-subhead xyxy=(6,162,302,203)
middle-subcolumns xyxy=(314,512,1152,1937)
goniana-content-row xyxy=(325,2037,1141,2296)
article-headline: ਵੀਰ ਜਤਿੰਦਰ ਸਿੰਘ ਦੇ ਜੱਥੇ ਨੇ ਸੰਗਤਾਂ ਨੂੰ ਗੁਰਬਾਣੀ ਤੇ ਕੀਰਤਨ ਰਾਹੀਂ ਗੁਰੂ ਗ੍ਰੰਥ ਸਾਹਿਬ ਦੇ ਲੜ ਲੱਗਣ ਲਈ ਪ੍ਰੇਰਿਆ xyxy=(6,76,302,162)
yellow-mark xyxy=(775,2396,786,2407)
article-headline: ਜਗਰੂਪ ਸੇਖਵਾਂ ਲਗਾਤਾਰ ਦੂਸਰੀ ਵਾਰ ਹਲਕਾ ਇੰਚਾਰਜ ਬਣਾਏ ਜਾਣ ਤੇ ਆਪ ਵਰਕਰਾਂ ਚ ਖੁਸ਼ੀ ਦੀ ਲਹਿਰ xyxy=(6,1222,302,1309)
article-body-wrap xyxy=(6,1309,302,1433)
article-body-wrap xyxy=(728,1196,1152,1287)
registration-marks xyxy=(8,2396,72,2407)
medal-winners-photo xyxy=(1167,2004,1498,2240)
article-headline: ਬਲਾਕ ਮਹਿਲ ਕਲਾਂ ਦੀਆਂ ਦੋ ਰੋਜ਼ਾ ਖੇਡਾਂ ਦੀ ਅੱਜ ਹੋਵੇਗੀ ਸ਼ੁਰੂਆਤ xyxy=(1170,1571,1495,1627)
article-subhead xyxy=(6,1970,302,2011)
article-body: … ਇਸ ਮੌਕੇ ਜ਼ਿਲ੍ਹਾ ਸਿੱਖਿਆ ਅਧਿਕਾਰੀਆਂ ਵੱਲੋਂ ਵਿਦਿਅਕ ਮੁਕਾਬਲਿਆਂ ਵਿੱਚ ਜੇਤੂ ਰਹੇ ਵਿਦਿਆਰਥੀਆਂ ਦਾ ਸਨਮਾਨ ਕੀਤਾ ਗਿਆ ਅਤੇ ਸ਼੍ਰੀਮਤੀ ਜਸਪ੍ਰੀਤ ਕੌਰ ਸਾਇੰਸ ਮਿਸਟ੍ਰੈੱਸ ਵੱਲੋਂ 1100 ਰੁਪਏ ਨਕਦ ਇਨਾਮ ਦਿੱਤਾ ਗਿਆ … xyxy=(13,2234,295,2298)
article-body: ਬਰੇਟਾ, 18 ਅਕਤੂਬਰ : ਖੇਡਾਂ ਵਤਨ ਪੰਜਾਬ ਦੀਆਂ ਵਿੱਚ ਗਿਆਨ ਸਾਗਰ ਸਕੂਲ ਦੇ ਵਿਦਿਆਰਥੀਆਂ ਨੇ ਸ਼ਾਨਦਾਰ ਪ੍ਰਦਰਸ਼ਨ ਕਰਦਿਆਂ ਮੱਲਾਂ ਮਾਰੀਆਂ … ਸਕੂਲ ਪ੍ਰਬੰਧਕਾਂ ਵੱਲੋਂ ਜੇਤੂ ਵਿਦਿਆਰਥੀਆਂ ਨੂੰ ਸਨਮਾਨਿਤ ਕੀਤਾ ਗਿਆ। xyxy=(1170,2248,1495,2294)
article-headline: ਅੰਤਰਰਾਸ਼ਟਰੀ ਕਬੱਡੀ ਖਿਡਾਰੀ ਤੇ ਕਬੱਡੀ ਕੋਚ ਚੈਨਾਂ ਸਿੱਧਵਾਂ ਦਾ ਕੈਨੇਡਾ ਚ ਵਿਸ਼ੇਸ਼ ਸਨਮਾਨ xyxy=(314,1021,721,1092)
article-headline: ਬਲਾਕ ਗੋਨਿਆਣਾ ਦੀਆਂ ਬਲਾਕ ਪੱਧਰੀ ਪ੍ਰਾਇਮਰੀ ਖੇਡਾਂ ਦਾ ਹੋਇਆ ਸ਼ਾਨਦਾਰ ਆਗਾਜ਼ xyxy=(358,1959,1108,2029)
